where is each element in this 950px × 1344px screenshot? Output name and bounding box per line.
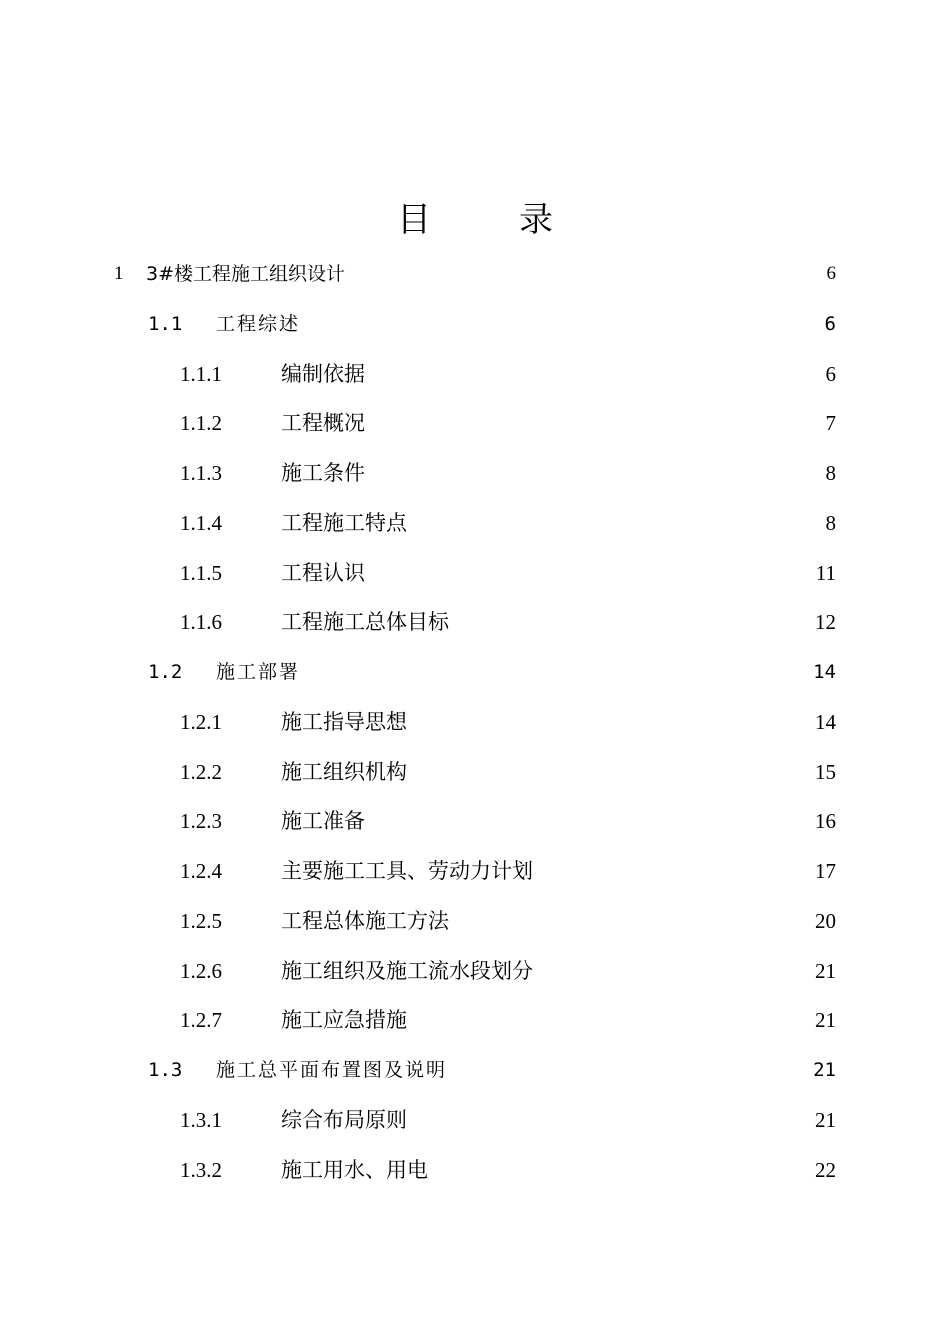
toc-entry-title: 施工用水、用电 (281, 1157, 428, 1182)
toc-entry[interactable] (0, 746, 950, 796)
toc-entry[interactable] (0, 795, 950, 845)
toc-entry-page: 15 (815, 759, 836, 784)
toc-entry[interactable] (0, 447, 950, 497)
toc-entry-title: 工程概况 (281, 411, 365, 436)
toc-entry-page: 12 (815, 610, 836, 635)
toc-entry-page: 8 (825, 461, 836, 485)
toc-entry-number: 1.1.6 (180, 610, 222, 635)
toc-entry[interactable] (0, 696, 950, 746)
toc-entry-page: 21 (815, 1107, 836, 1132)
toc-entry-number: 1.2.3 (180, 809, 222, 834)
toc-entry-page: 21 (813, 1059, 836, 1081)
toc-title-right: 录 (519, 200, 553, 240)
toc-entry-page: 22 (815, 1157, 836, 1182)
toc-entry-page: 16 (815, 809, 836, 834)
toc-entry-page: 14 (815, 709, 836, 734)
toc-entry-title: 工程综述 (216, 312, 301, 335)
toc-entry-page: 8 (825, 510, 836, 535)
toc-entry-number: 1.3.1 (180, 1107, 222, 1132)
toc-entry-title: 施工总平面布置图及说明 (216, 1059, 448, 1081)
toc-entry-number: 1.2.5 (180, 908, 222, 933)
toc-entry-title: 工程认识 (281, 560, 365, 585)
toc-entry-title: 3#楼工程施工组织设计 (146, 263, 346, 285)
toc-entry-page: 21 (815, 958, 836, 983)
toc-entry-title: 编制依据 (281, 361, 365, 386)
toc-entry-number: 1.1.5 (180, 560, 222, 585)
toc-entry-number: 1.3.2 (180, 1157, 222, 1182)
toc-entry[interactable] (0, 1144, 950, 1194)
toc-entry-number: 1.1.2 (180, 411, 222, 436)
toc-entry-number: 1 (114, 263, 124, 284)
toc-entry-number: 1.3 (148, 1059, 183, 1081)
toc-entry[interactable] (0, 596, 950, 646)
toc-entry-title: 施工部署 (216, 661, 301, 683)
toc-entry-page: 6 (825, 361, 836, 386)
toc-entry-title: 施工准备 (281, 809, 365, 834)
toc-entry-page: 11 (815, 560, 836, 585)
toc-entry[interactable] (0, 497, 950, 547)
toc-entry[interactable] (0, 646, 950, 696)
toc-entry-title: 施工组织及施工流水段划分 (281, 958, 533, 983)
toc-entry-number: 1.1.3 (180, 461, 222, 485)
toc-entry-title: 工程施工总体目标 (281, 610, 449, 635)
toc-entry-title: 施工指导思想 (281, 709, 407, 734)
toc-entry-number: 1.2.6 (180, 958, 222, 983)
toc-entry[interactable] (0, 845, 950, 895)
toc-entry[interactable] (0, 1094, 950, 1144)
toc-entry-title: 工程施工特点 (281, 510, 407, 535)
toc-entry-title: 工程总体施工方法 (281, 908, 449, 933)
toc-entry-page: 7 (825, 411, 836, 436)
toc-entry[interactable] (0, 945, 950, 995)
toc-entry-number: 1.1 (148, 312, 183, 335)
toc-entry-page: 20 (815, 908, 836, 933)
toc-entry-number: 1.2.7 (180, 1008, 222, 1033)
toc-entry-title: 施工应急措施 (281, 1008, 407, 1033)
toc-entry[interactable] (0, 547, 950, 597)
table-of-contents (0, 248, 950, 1193)
toc-entry-number: 1.1.1 (180, 361, 222, 386)
toc-entry-number: 1.2.1 (180, 709, 222, 734)
toc-title (0, 196, 950, 244)
toc-entry[interactable] (0, 348, 950, 398)
toc-title-left: 目 (397, 200, 431, 240)
toc-entry[interactable] (0, 1044, 950, 1094)
toc-entry-title: 综合布局原则 (281, 1107, 407, 1132)
toc-entry-title: 施工组织机构 (281, 759, 407, 784)
toc-entry-title: 主要施工工具、劳动力计划 (281, 859, 533, 883)
toc-entry-page: 17 (815, 859, 836, 883)
toc-entry-number: 1.2.4 (180, 859, 222, 883)
toc-entry[interactable] (0, 397, 950, 447)
toc-entry-number: 1.1.4 (180, 510, 222, 535)
toc-entry-number: 1.2.2 (180, 759, 222, 784)
toc-entry-page: 21 (815, 1008, 836, 1033)
toc-entry-title: 施工条件 (281, 461, 365, 485)
toc-entry-page: 14 (813, 661, 836, 683)
toc-entry[interactable] (0, 994, 950, 1044)
toc-entry[interactable] (0, 298, 950, 348)
toc-entry[interactable] (0, 895, 950, 945)
toc-entry-page: 6 (826, 263, 836, 284)
toc-entry-page: 6 (824, 312, 836, 335)
toc-entry[interactable] (0, 248, 950, 298)
toc-entry-number: 1.2 (148, 661, 183, 683)
